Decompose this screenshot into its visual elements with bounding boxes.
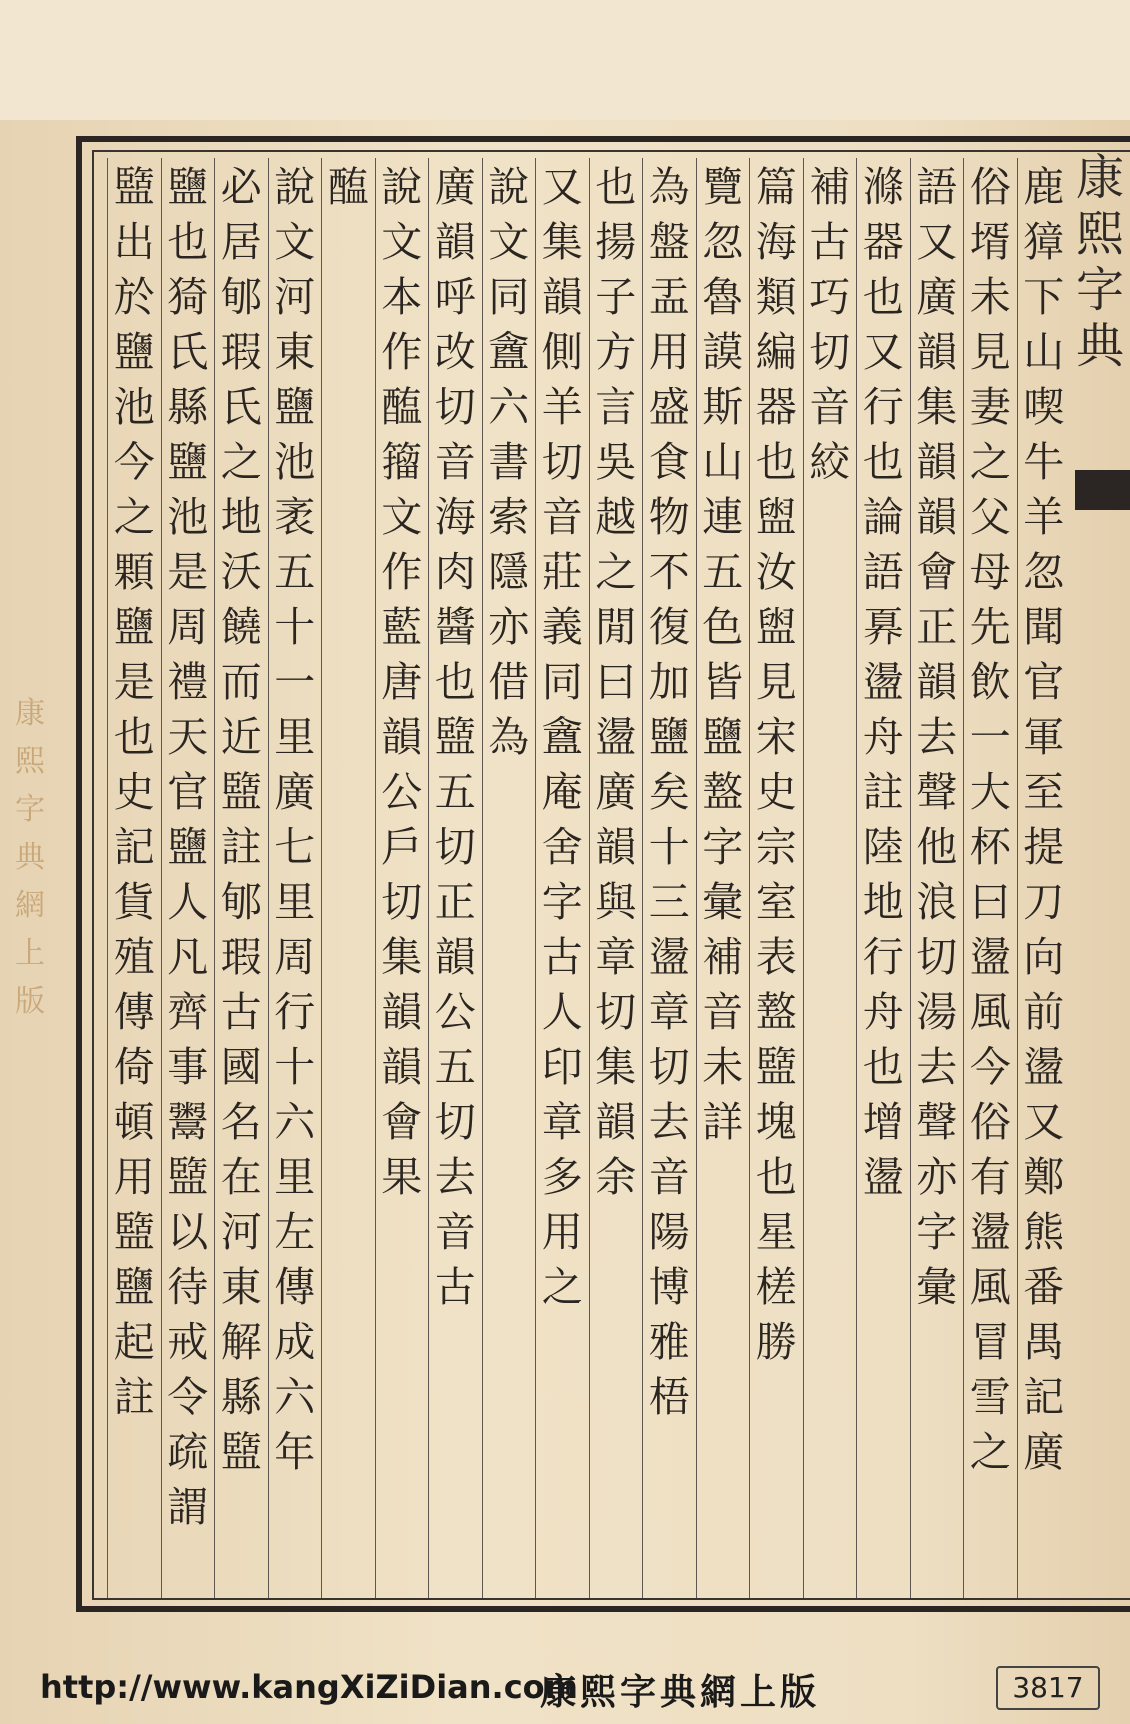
text-column: 廣 韻 呼 改 切 音 海 肉 醬 也 盬 五 切 正 韻 公 五 切 去 音 古 xyxy=(428,158,482,1598)
side-label-char: 字 xyxy=(15,792,45,827)
text-column: 醢 xyxy=(321,158,375,1598)
running-title xyxy=(1070,150,1130,470)
footer-bar xyxy=(0,1660,1130,1724)
side-label-char: 上 xyxy=(15,936,45,971)
fishtail-mark xyxy=(1075,470,1130,510)
text-column: 為 盤 盂 用 盛 食 物 不 復 加 鹽 矣 十 三 盪 章 切 去 音 陽 博 雅 梧 xyxy=(642,158,696,1598)
side-label-char: 熙 xyxy=(15,744,45,779)
text-column: 說 文 同 盦 六 書 索 隱 亦 借 為 xyxy=(482,158,536,1598)
page-number-box: 3817 xyxy=(996,1666,1100,1710)
text-column: 也 揚 子 方 言 吳 越 之 閒 曰 盪 廣 韻 與 章 切 集 韻 余 xyxy=(589,158,643,1598)
text-column: 補 古 巧 切 音 絞 xyxy=(803,158,857,1598)
footer-title: 康熙字典網上版 xyxy=(540,1672,821,1713)
page-top-margin xyxy=(0,0,1130,120)
text-column: 覽 忽 魯 謨 斯 山 連 五 色 皆 鹽 盩 字 彙 補 音 未 詳 xyxy=(696,158,750,1598)
side-label-char: 網 xyxy=(15,888,45,923)
text-column: 必 居 郇 瑕 氏 之 地 沃 饒 而 近 盬 註 郇 瑕 古 國 名 在 河 東 解 縣 盬 xyxy=(214,158,268,1598)
text-column: 說 文 河 東 鹽 池 袤 五 十 一 里 廣 七 里 周 行 十 六 里 左 傳 成 六 年 xyxy=(268,158,322,1598)
text-column: 篇 海 類 編 器 也 盥 汝 盥 見 宋 史 宗 室 表 盩 盬 塊 也 星 槎 勝 xyxy=(749,158,803,1598)
footer-url-link[interactable]: http://www.kangXiZiDian.com xyxy=(40,1668,578,1706)
side-label-char: 典 xyxy=(15,840,45,875)
side-watermark-label xyxy=(10,690,50,1026)
dictionary-text-block xyxy=(100,158,1070,1598)
text-column: 語 又 廣 韻 集 韻 韻 會 正 韻 去 聲 他 浪 切 湯 去 聲 亦 字 彙 xyxy=(910,158,964,1598)
text-column: 盬 出 於 鹽 池 今 之 顆 鹽 是 也 史 記 貨 殖 傳 倚 頓 用 盬 鹽 起 註 xyxy=(107,158,161,1598)
text-column: 滌 器 也 又 行 也 論 語 奡 盪 舟 註 陸 地 行 舟 也 增 盪 xyxy=(856,158,910,1598)
running-title-char: 康 xyxy=(1075,150,1124,206)
side-label-char: 版 xyxy=(15,984,45,1019)
text-column: 鹿 獐 下 山 喫 牛 羊 忽 聞 官 軍 至 提 刀 向 前 盪 又 鄭 熊 番 禺 記 廣 xyxy=(1017,158,1071,1598)
text-column: 又 集 韻 側 羊 切 音 莊 義 同 盦 庵 舍 字 古 人 印 章 多 用 之 xyxy=(535,158,589,1598)
running-title-char: 字 xyxy=(1075,262,1124,318)
side-label-char: 康 xyxy=(15,696,45,731)
running-title-char: 熙 xyxy=(1075,206,1124,262)
running-title-char: 典 xyxy=(1075,318,1124,374)
text-column: 俗 壻 未 見 妻 之 父 母 先 飲 一 大 杯 曰 盪 風 今 俗 有 盪 風 冒 雪 之 xyxy=(963,158,1017,1598)
text-column: 說 文 本 作 醢 籀 文 作 藍 唐 韻 公 戶 切 集 韻 韻 會 果 xyxy=(375,158,429,1598)
text-column: 鹽 也 猗 氏 縣 鹽 池 是 周 禮 天 官 鹽 人 凡 齊 事 鬻 盬 以 待 戒 令 疏 謂 xyxy=(161,158,215,1598)
